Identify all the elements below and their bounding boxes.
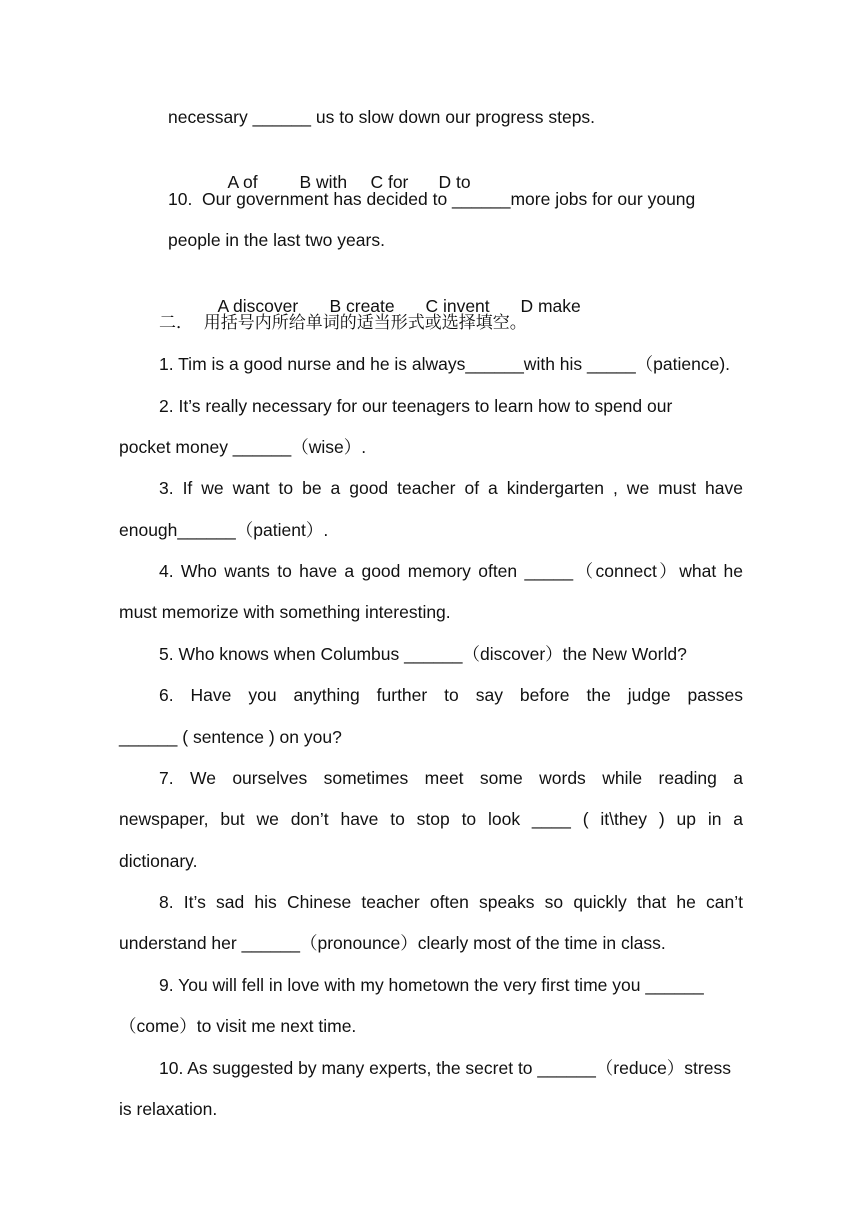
- q9-option-a: A of: [227, 172, 258, 192]
- item-4-line-2: must memorize with something interesting.: [119, 602, 451, 622]
- item-2-line-1: 2. It’s really necessary for our teenagers to learn how to spend our: [159, 396, 673, 416]
- item-7-line-3: dictionary.: [119, 851, 198, 871]
- section-2-heading: 二． 用括号内所给单词的适当形式或选择填空。: [159, 313, 527, 333]
- q10-option-b: B create: [329, 296, 395, 316]
- item-3-line-2: enough______（patient）.: [119, 520, 329, 540]
- item-9-line-2: （come）to visit me next time.: [119, 1016, 357, 1036]
- item-6-line-2: ______ ( sentence ) on you?: [119, 727, 342, 747]
- item-9-line-1: 9. You will fell in love with my hometown the very first time you ______: [159, 975, 704, 995]
- item-7-line-2: newspaper, but we don’t have to stop to look ____ ( it\they ) up in a: [119, 809, 743, 829]
- item-6-line-1: 6. Have you anything further to say before the judge passes: [159, 685, 743, 705]
- q10-line-1: 10. Our government has decided to ______more jobs for our young: [168, 189, 696, 209]
- q9-option-b: B with: [299, 172, 348, 192]
- q10-option-d: D make: [520, 296, 581, 316]
- item-3-line-1: 3. If we want to be a good teacher of a kindergarten , we must have: [159, 478, 743, 498]
- q10-option-a: A discover: [217, 296, 299, 316]
- q9-tail-text: necessary ______ us to slow down our progress steps.: [168, 107, 596, 127]
- item-7-line-1: 7. We ourselves sometimes meet some words while reading a: [159, 768, 743, 788]
- item-8-line-2: understand her ______（pronounce）clearly most of the time in class.: [119, 933, 666, 953]
- item-2-line-2: pocket money ______（wise）.: [119, 437, 367, 457]
- q9-option-c: C for: [370, 172, 409, 192]
- item-10-line-2: is relaxation.: [119, 1099, 218, 1119]
- item-5-line-1: 5. Who knows when Columbus ______（discover）the New World?: [159, 644, 687, 664]
- item-8-line-1: 8. It’s sad his Chinese teacher often speaks so quickly that he can’t: [159, 892, 743, 912]
- item-1-line-1: 1. Tim is a good nurse and he is always______with his _____（patience).: [159, 354, 731, 374]
- item-4-line-1: 4. Who wants to have a good memory often _____（connect）what he: [159, 561, 743, 581]
- q9-option-d: D to: [438, 172, 471, 192]
- item-10-line-1: 10. As suggested by many experts, the secret to ______（reduce）stress: [159, 1058, 731, 1078]
- q10-line-2: people in the last two years.: [168, 230, 385, 250]
- q10-option-c: C invent: [425, 296, 490, 316]
